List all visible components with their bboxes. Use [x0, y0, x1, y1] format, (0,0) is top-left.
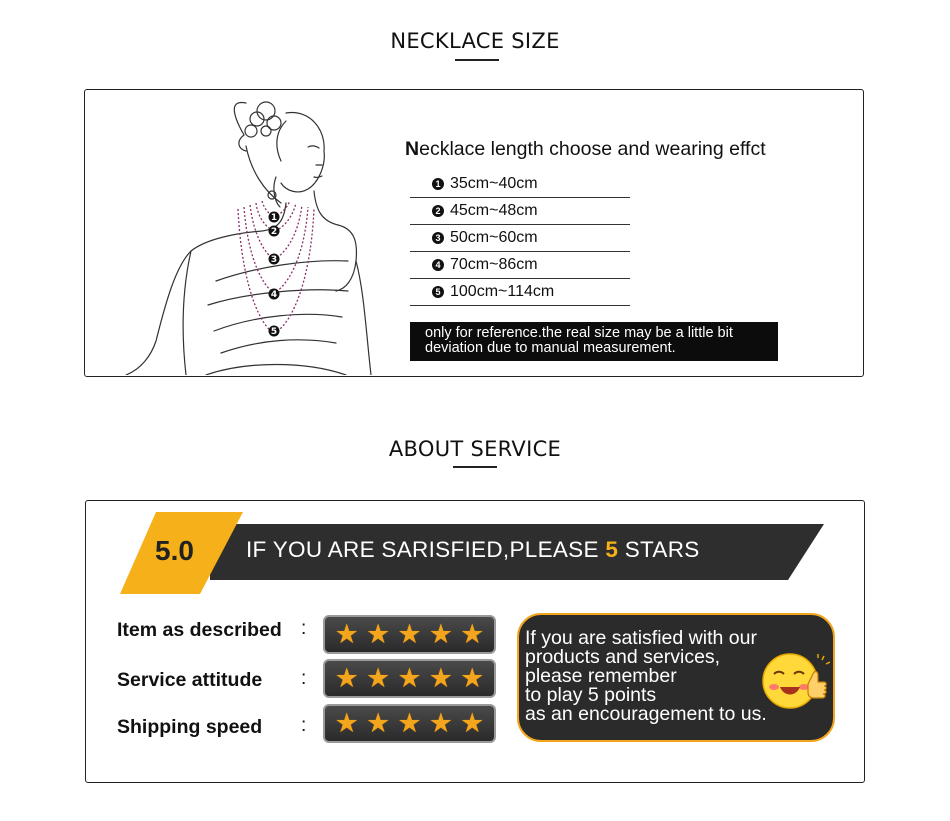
- star-icon: ★: [334, 708, 359, 738]
- star-rating-shipping: [323, 704, 496, 743]
- star-icon: ★: [428, 663, 453, 693]
- size-label: 100cm~114cm: [450, 283, 555, 300]
- rating-label-shipping: Shipping speed: [117, 716, 263, 738]
- svg-text:1: 1: [270, 213, 278, 223]
- bubble-line: If you are satisfied with our: [525, 627, 757, 649]
- rating-label-service: Service attitude: [117, 669, 263, 691]
- note-line-1: only for reference.the real size may be a little bit: [425, 325, 733, 341]
- necklace-length-heading: [405, 138, 766, 161]
- number-3-icon: 3: [432, 232, 444, 244]
- star-icon: ★: [428, 708, 453, 738]
- size-label: 45cm~48cm: [450, 202, 538, 219]
- star-icon: ★: [365, 708, 391, 738]
- bubble-line: to play 5 points: [525, 684, 657, 706]
- number-5-icon: 5: [432, 286, 444, 298]
- bubble-line: please remember: [525, 665, 677, 687]
- bubble-line: products and services,: [525, 646, 721, 668]
- note-line-2: deviation due to manual measurement.: [425, 340, 676, 356]
- banner-prefix: IF YOU ARE SARISFIED,PLEASE: [246, 537, 606, 562]
- star-icon: ★: [334, 663, 359, 693]
- size-row-5: [410, 279, 630, 306]
- star-icon: ★: [365, 663, 391, 693]
- banner-suffix: STARS: [618, 537, 700, 562]
- svg-text:5: 5: [270, 327, 278, 337]
- star-icon: ★: [460, 663, 485, 693]
- number-2-icon: 2: [432, 205, 444, 217]
- star-rating-item: [323, 615, 496, 654]
- heading-rest: ecklace length choose and wearing effct: [419, 138, 766, 160]
- banner-highlight: 5: [605, 537, 619, 562]
- size-label: 35cm~40cm: [450, 175, 538, 192]
- svg-text:2: 2: [270, 227, 278, 237]
- size-row-3: [410, 225, 630, 252]
- size-row-1: [410, 171, 630, 198]
- star-rating-service: [323, 659, 496, 698]
- score-value: 5.0: [155, 535, 194, 566]
- rating-colon: :: [301, 715, 307, 736]
- banner-text: [246, 537, 700, 563]
- woman-necklace-illustration: [86, 91, 386, 375]
- size-row-4: [410, 252, 630, 279]
- necklace-title-underline: [455, 59, 499, 61]
- size-row-2: [410, 198, 630, 225]
- heading-first-letter: N: [405, 138, 420, 160]
- rating-colon: :: [301, 668, 307, 689]
- thumbs-up-emoji-icon: [760, 652, 830, 710]
- service-section-title: ABOUT SERVICE: [388, 437, 562, 461]
- size-label: 50cm~60cm: [450, 229, 538, 246]
- star-icon: ★: [397, 663, 422, 693]
- number-4-icon: 4: [432, 259, 444, 271]
- svg-text:3: 3: [270, 255, 278, 265]
- necklace-section-title: NECKLACE SIZE: [390, 29, 560, 53]
- star-icon: ★: [365, 619, 391, 649]
- svg-text:4: 4: [270, 290, 278, 300]
- star-icon: ★: [460, 708, 485, 738]
- star-icon: ★: [397, 619, 422, 649]
- star-icon: ★: [334, 619, 359, 649]
- service-title-underline: [453, 466, 497, 468]
- star-icon: ★: [428, 619, 453, 649]
- rating-label-item: Item as described: [117, 619, 282, 641]
- rating-colon: :: [301, 618, 307, 639]
- reference-note: [410, 322, 778, 361]
- number-1-icon: 1: [432, 178, 444, 190]
- bubble-line: as an encouragement to us.: [525, 703, 767, 725]
- size-label: 70cm~86cm: [450, 256, 538, 273]
- star-icon: ★: [460, 619, 485, 649]
- star-icon: ★: [397, 708, 422, 738]
